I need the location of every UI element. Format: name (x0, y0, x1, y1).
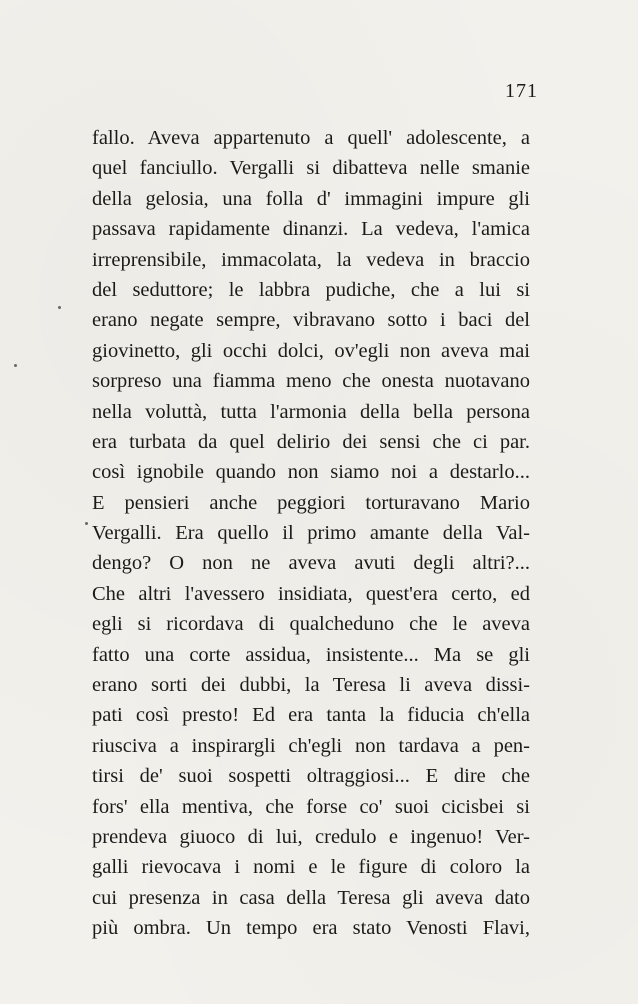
text-line: tirsi de' suoi sospetti oltraggiosi... E dire che (92, 765, 530, 788)
text-line: dengo? O non ne aveva avuti degli altri?... (92, 552, 530, 575)
text-line: fatto una corte assidua, insistente... Ma se gli (92, 643, 530, 666)
text-line: fors' ella mentiva, che forse co' suoi cicisbei si (92, 795, 530, 818)
text-line: Vergalli. Era quello il primo amante della Val- (92, 522, 530, 545)
text-line: pati così presto! Ed era tanta la fiducia ch'ella (92, 704, 530, 727)
text-line: riusciva a inspirargli ch'egli non tardava a pen- (92, 734, 530, 757)
body-text (92, 123, 530, 944)
text-line: sorpreso una fiamma meno che onesta nuotavano (92, 370, 530, 393)
margin-speck (85, 522, 88, 525)
text-line: erano sorti dei dubbi, la Teresa li aveva dissi- (92, 674, 530, 697)
text-line: della gelosia, una folla d' immagini impure gli (92, 187, 530, 210)
text-line: cui presenza in casa della Teresa gli aveva dato (92, 886, 530, 909)
text-line: irreprensibile, immacolata, la vedeva in braccio (92, 248, 530, 271)
text-line: giovinetto, gli occhi dolci, ov'egli non aveva mai (92, 339, 530, 362)
text-line: E pensieri anche peggiori torturavano Mario (92, 491, 530, 514)
text-line: era turbata da quel delirio dei sensi che ci par. (92, 430, 530, 453)
text-line: erano negate sempre, vibravano sotto i baci del (92, 309, 530, 332)
margin-speck (58, 306, 61, 309)
page-number: 171 (505, 80, 538, 102)
text-line: quel fanciullo. Vergalli si dibatteva nelle smanie (92, 157, 530, 180)
text-line: così ignobile quando non siamo noi a destarlo... (92, 461, 530, 484)
text-line: nella voluttà, tutta l'armonia della bella persona (92, 400, 530, 423)
text-line: del seduttore; le labbra pudiche, che a lui si (92, 278, 530, 301)
margin-speck (14, 364, 17, 367)
text-line: galli rievocava i nomi e le figure di coloro la (92, 856, 530, 879)
text-line: passava rapidamente dinanzi. La vedeva, l'amica (92, 218, 530, 241)
text-line: fallo. Aveva appartenuto a quell' adolescente, a (92, 127, 530, 149)
text-line: più ombra. Un tempo era stato Venosti Flavi, (92, 917, 530, 940)
text-line: egli si ricordava di qualcheduno che le aveva (92, 613, 530, 636)
text-line: prendeva giuoco di lui, credulo e ingenuo! Ver- (92, 825, 530, 848)
text-line: Che altri l'avessero insidiata, quest'era certo, ed (92, 582, 530, 605)
